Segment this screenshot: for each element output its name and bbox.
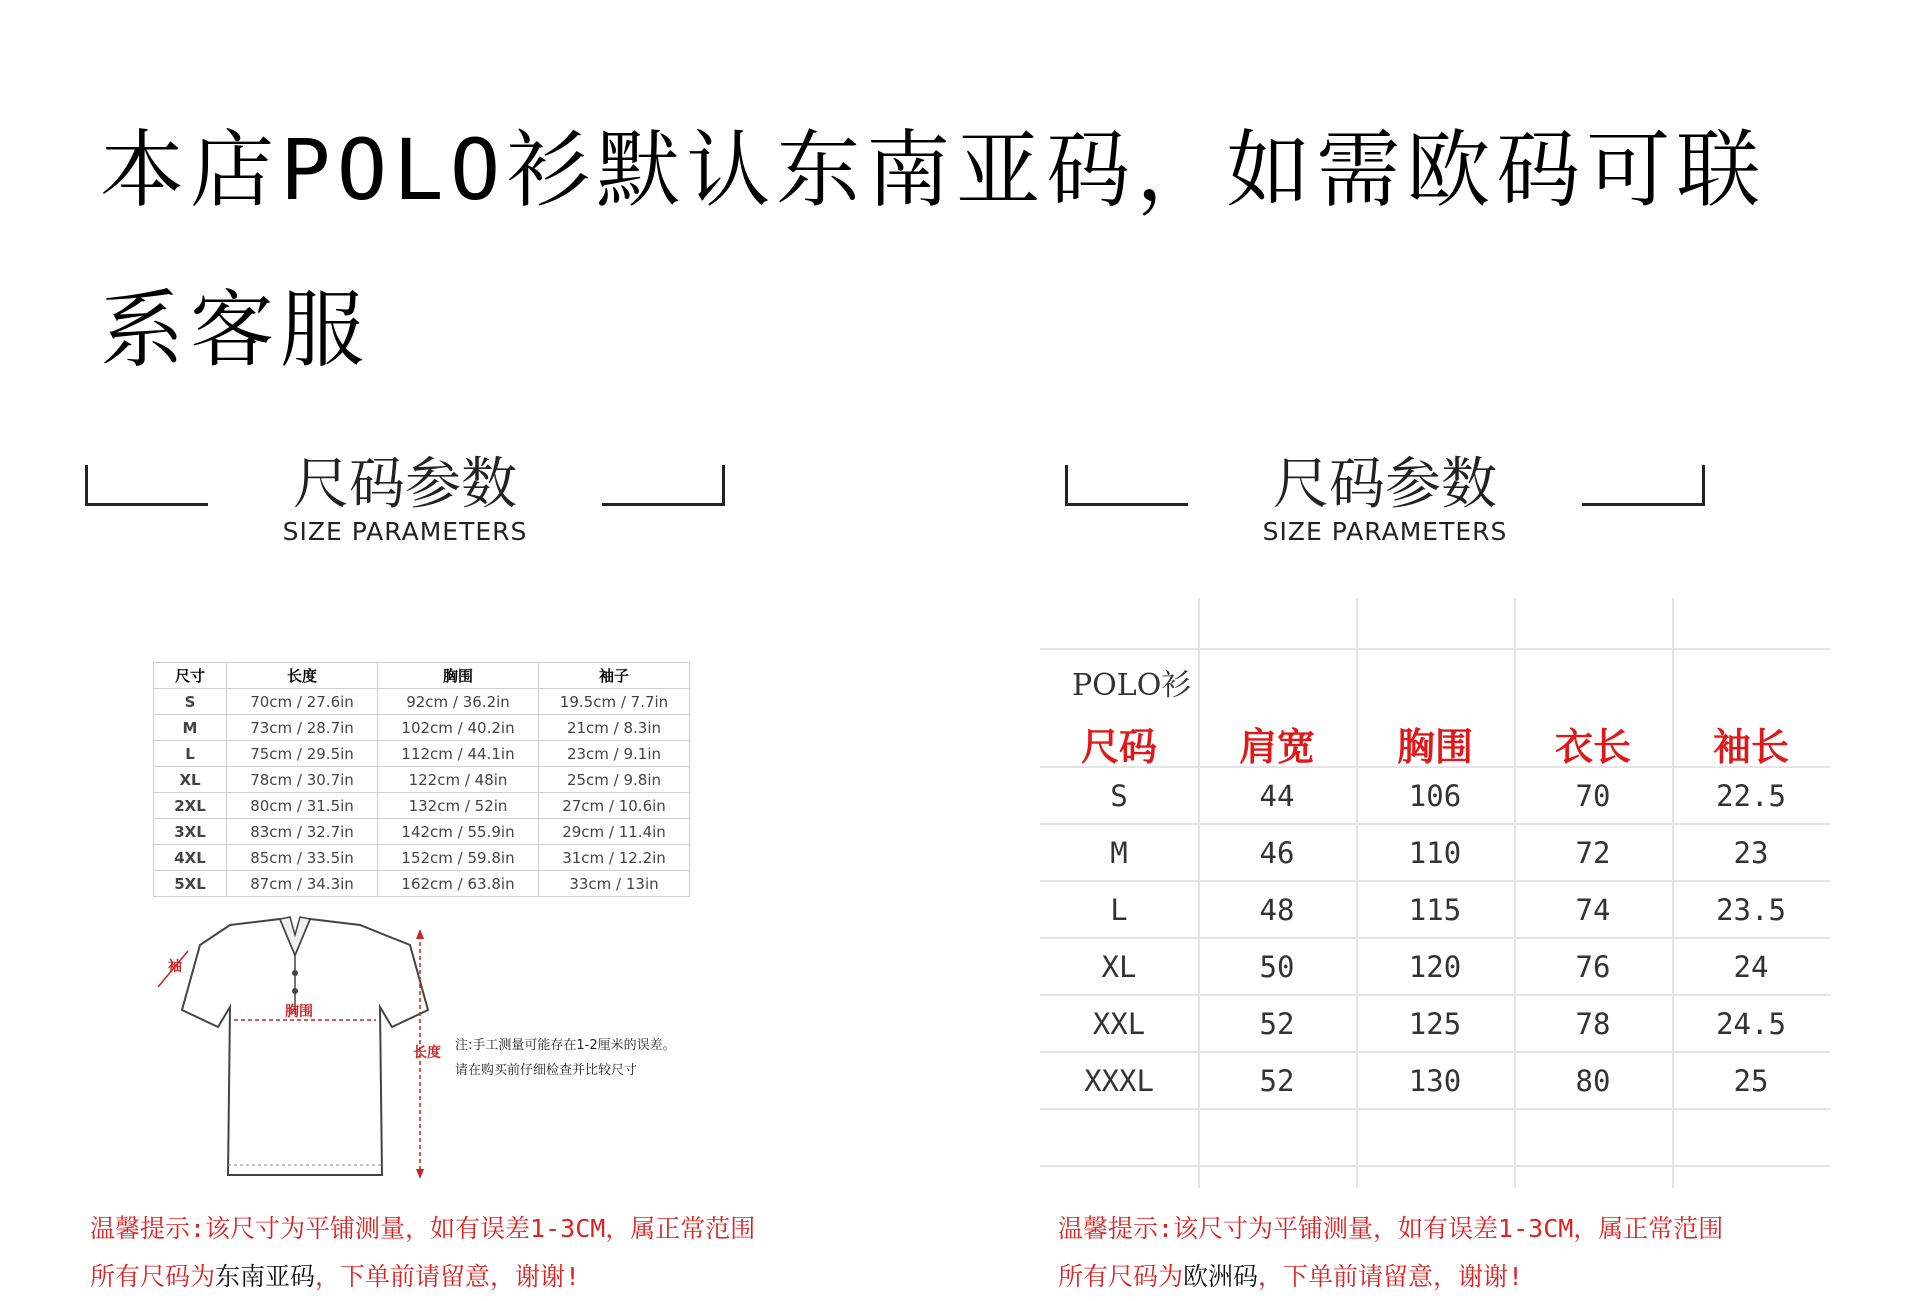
table-row	[154, 741, 690, 767]
table-cell: L	[1110, 893, 1128, 927]
tip-line-2	[1058, 1253, 1723, 1301]
table-cell: XL	[1101, 950, 1137, 984]
size-table-asian	[153, 662, 690, 897]
col-header: 尺码	[1080, 725, 1157, 769]
length-label: 长度	[413, 1045, 441, 1061]
tip-suffix: ，下单前请留意，谢谢!	[315, 1262, 581, 1291]
table-cell: 115	[1408, 893, 1462, 927]
table-cell: 122cm / 48in	[378, 767, 539, 793]
table-row	[154, 845, 690, 871]
table-cell: 3XL	[154, 819, 227, 845]
table-cell: 48	[1259, 893, 1295, 927]
grid-line	[1040, 880, 1830, 882]
table-cell: 31cm / 12.2in	[539, 845, 690, 871]
grid-line	[1040, 823, 1830, 825]
measurement-note	[455, 1033, 755, 1083]
table-cell: 72	[1575, 836, 1611, 870]
table-cell: 21cm / 8.3in	[539, 715, 690, 741]
bracket-right	[1582, 465, 1705, 506]
size-table-body	[154, 689, 690, 897]
table-cell: 162cm / 63.8in	[378, 871, 539, 897]
table-cell: 50	[1259, 950, 1295, 984]
table-cell: 76	[1575, 950, 1611, 984]
arrow-down-icon	[416, 1169, 424, 1179]
table-cell: 112cm / 44.1in	[378, 741, 539, 767]
table-cell: 23cm / 9.1in	[539, 741, 690, 767]
table-cell: S	[1110, 779, 1128, 813]
table-cell: 24.5	[1716, 1007, 1786, 1041]
table-cell: 23	[1733, 836, 1769, 870]
tips-left	[90, 1205, 755, 1301]
tip-suffix: ，下单前请留意，谢谢!	[1258, 1262, 1524, 1291]
tip-prefix: 所有尺码为	[1058, 1262, 1184, 1291]
table-cell: 70	[1575, 779, 1611, 813]
table-cell: 106	[1408, 779, 1462, 813]
table-cell: 25cm / 9.8in	[539, 767, 690, 793]
table-cell: 102cm / 40.2in	[378, 715, 539, 741]
col-header: 袖长	[1712, 725, 1789, 769]
tip-line-2	[90, 1253, 755, 1301]
button-icon	[292, 988, 298, 994]
table-cell: 125	[1408, 1007, 1462, 1041]
table-cell: 74	[1575, 893, 1611, 927]
table-cell: XL	[154, 767, 227, 793]
table-cell: 23.5	[1716, 893, 1786, 927]
table-header-row	[154, 663, 690, 689]
tip-line-1: 温馨提示:该尺寸为平铺测量，如有误差1-3CM，属正常范围	[1058, 1214, 1724, 1243]
size-table-european	[1040, 598, 1830, 1188]
tip-size-standard: 东南亚码	[215, 1262, 316, 1291]
bracket-right	[602, 465, 725, 506]
chest-label: 胸围	[285, 1004, 313, 1020]
col-header-length: 长度	[227, 663, 378, 689]
table-cell: 83cm / 32.7in	[227, 819, 378, 845]
note-line-2: 请在购买前仔细检查并比较尺寸	[455, 1063, 638, 1078]
table-cell: 75cm / 29.5in	[227, 741, 378, 767]
table-cell: 85cm / 33.5in	[227, 845, 378, 871]
table-cell: 19.5cm / 7.7in	[539, 689, 690, 715]
table-cell: 142cm / 55.9in	[378, 819, 539, 845]
table-cell: 44	[1259, 779, 1295, 813]
headline-line-2: 系客服	[100, 281, 371, 379]
table-cell: 80	[1575, 1064, 1611, 1098]
table-cell: 87cm / 34.3in	[227, 871, 378, 897]
grid-line	[1040, 1108, 1830, 1110]
note-line-1: 注:手工测量可能存在1-2厘米的误差。	[455, 1038, 676, 1053]
bracket-left	[85, 465, 208, 506]
table-cell: 132cm / 52in	[378, 793, 539, 819]
col-header-chest: 胸围	[378, 663, 539, 689]
table-cell: 5XL	[154, 871, 227, 897]
grid-line	[1040, 648, 1830, 650]
table-cell: 2XL	[154, 793, 227, 819]
headline-line-1: 本店POLO衫默认东南亚码，如需欧码可联	[100, 121, 1767, 219]
polo-shirt-diagram	[130, 915, 450, 1195]
col-header: 胸围	[1396, 725, 1473, 769]
tip-prefix: 所有尺码为	[90, 1262, 216, 1291]
section-title-cn: 尺码参数	[1273, 452, 1497, 517]
arrow-up-icon	[416, 929, 424, 939]
table-cell: 80cm / 31.5in	[227, 793, 378, 819]
table-cell: 78cm / 30.7in	[227, 767, 378, 793]
tips-right	[1058, 1205, 1723, 1301]
table-row	[154, 819, 690, 845]
table-cell: 27cm / 10.6in	[539, 793, 690, 819]
table-cell: 24	[1733, 950, 1769, 984]
section-title-cn: 尺码参数	[293, 452, 517, 517]
sleeve-label: 袖	[168, 959, 182, 975]
table-row	[154, 793, 690, 819]
table-row	[154, 767, 690, 793]
section-title-en: SIZE PARAMETERS	[282, 517, 528, 546]
table-row	[154, 871, 690, 897]
table-row	[154, 715, 690, 741]
grid-line	[1040, 937, 1830, 939]
table-cell: 110	[1408, 836, 1462, 870]
table-cell: XXXL	[1084, 1064, 1154, 1098]
grid-line	[1040, 1165, 1830, 1167]
shirt-outline	[182, 919, 428, 1175]
grid-line	[1040, 994, 1830, 996]
table-cell: XXL	[1092, 1007, 1146, 1041]
table-row	[154, 689, 690, 715]
table-cell: M	[1110, 836, 1128, 870]
section-title-en: SIZE PARAMETERS	[1262, 517, 1508, 546]
col-header-size: 尺寸	[154, 663, 227, 689]
table-cell: 152cm / 59.8in	[378, 845, 539, 871]
table-cell: 92cm / 36.2in	[378, 689, 539, 715]
table-cell: 22.5	[1716, 779, 1786, 813]
button-icon	[292, 970, 298, 976]
col-header: 衣长	[1554, 725, 1631, 769]
table-label: POLO衫	[1072, 668, 1192, 703]
table-cell: 52	[1259, 1064, 1295, 1098]
table-cell: 130	[1408, 1064, 1462, 1098]
bracket-left	[1065, 465, 1188, 506]
col-header-sleeve: 袖子	[539, 663, 690, 689]
table-cell: 4XL	[154, 845, 227, 871]
table-cell: 29cm / 11.4in	[539, 819, 690, 845]
table-cell: 46	[1259, 836, 1295, 870]
table-cell: 33cm / 13in	[539, 871, 690, 897]
table-cell: 52	[1259, 1007, 1295, 1041]
col-header: 肩宽	[1238, 725, 1315, 769]
tip-line-1: 温馨提示:该尺寸为平铺测量，如有误差1-3CM，属正常范围	[90, 1214, 756, 1243]
table-cell: 120	[1408, 950, 1462, 984]
tip-size-standard: 欧洲码	[1183, 1262, 1259, 1291]
table-cell: 70cm / 27.6in	[227, 689, 378, 715]
table-cell: 73cm / 28.7in	[227, 715, 378, 741]
grid-line	[1040, 1051, 1830, 1053]
table-cell: L	[154, 741, 227, 767]
table-cell: 78	[1575, 1007, 1611, 1041]
table-cell: S	[154, 689, 227, 715]
table-cell: 25	[1733, 1064, 1769, 1098]
table-cell: M	[154, 715, 227, 741]
